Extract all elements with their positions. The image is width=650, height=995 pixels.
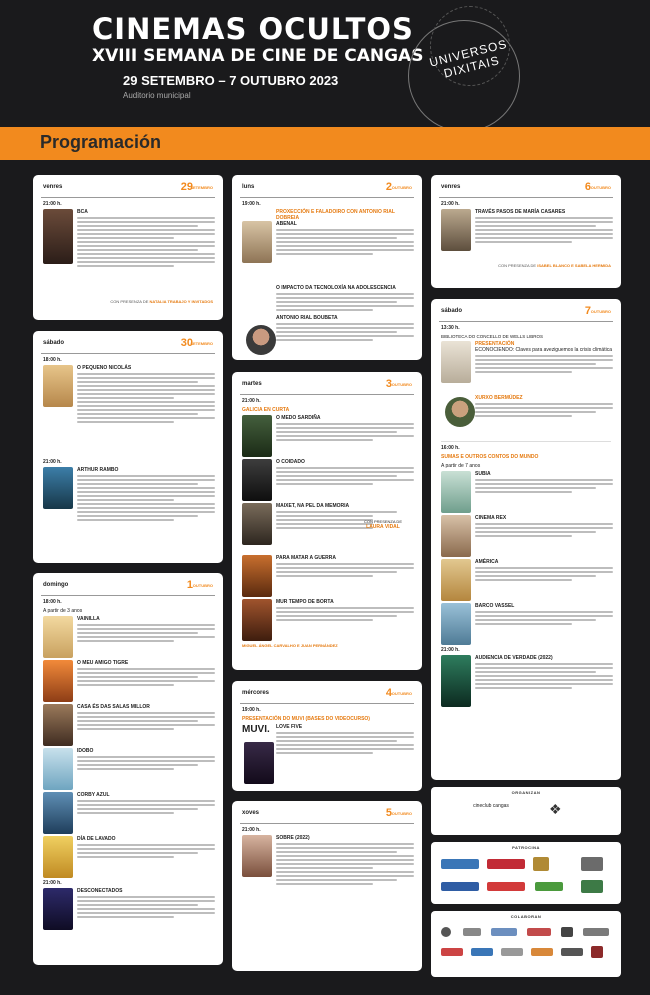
day-month: OUTUBRO [391,382,412,387]
universos-dixitais-badge: UNIVERSOS DIXITAIS [427,36,509,81]
film-title: AMÉRICA [475,559,499,565]
collab-logo-5 [561,927,573,937]
session-time: 21:00 h. [43,201,62,207]
day-card-martes-3 [232,372,422,670]
film-poster [242,221,272,263]
concello-logo [533,857,549,871]
film-title: O PEQUENO NICOLÁS [77,365,132,371]
film-title: ABENAL [276,221,297,227]
film-entry [41,616,215,656]
collab-logo-7 [441,948,463,956]
festival-venue: Auditorio municipal [123,91,191,100]
film-poster [242,599,272,641]
film-entry [41,704,215,744]
section-title: Programación [40,132,162,152]
session-time: 16:00 h. [441,445,460,451]
film-poster [242,503,272,545]
film-title: BARCO VASSEL [475,603,515,609]
film-title: O COIDADO [276,459,305,465]
session-section: PROXECCIÓN E FALADOIRO CON ANTONIO RIAL DOBREIA [276,209,395,221]
day-header [41,181,215,198]
age-note: A partir de 7 anos [441,463,481,469]
film-title: O MEU AMIGO TIGRE [77,660,129,666]
film-poster [441,209,471,251]
day-card-mercores-4 [232,681,422,791]
film-entry [240,599,414,639]
session-time: 21:00 h. [441,201,460,207]
day-header [439,181,613,198]
nordisgas-logo [535,882,563,891]
film-entry [240,459,414,499]
film-entry [41,748,215,788]
xunta-galicia-logo [441,859,479,869]
programacion-band [0,127,650,160]
day-number: 1 [186,579,193,591]
session-section: SUMAS E OUTROS CONTOS DO MUNDO [441,454,539,460]
session-section: PRESENTACIÓN [475,341,515,347]
film-title: DÍA DE LAVADO [77,836,116,842]
film-entry [41,467,215,547]
sponsor-note: CON PRESENZA DE ISABEL BLANCO E SABELA HERMIDA [498,263,611,268]
collab-logo-3 [491,928,517,936]
author-photo [445,397,475,427]
day-header [240,687,414,704]
session-time: 21:00 h. [242,398,261,404]
partner-logo-green [581,880,603,893]
talk-title: O IMPACTO DA TECNOLOXÍA NA ADOLESCENCIA [276,285,396,291]
film-entry [439,655,613,715]
day-month: OUTUBRO [192,583,213,588]
organizers-caption: ORGANIZAN [511,790,541,795]
sponsor-note: CON PRESENZA DE LAURA VIDAL [363,519,402,530]
day-number: 30 [180,337,193,349]
day-month: OUTUBRO [590,309,611,314]
film-poster [244,742,274,784]
auditorio-logo-icon: ❖ [549,801,562,817]
film-title: TRAVÉS PASOS DE MARÍA CASARES [475,209,566,215]
film-title: IDOBO [77,748,94,754]
day-name: venres [441,184,461,190]
kalandraka-logo [441,882,479,891]
film-poster [242,415,272,457]
film-poster [441,559,471,601]
session-time: 18:00 h. [43,599,62,605]
day-header [240,181,414,198]
film-poster [242,555,272,597]
film-title: ARTHUR RAMBO [77,467,119,473]
day-card-sabado-7 [431,299,621,780]
day-month: SETEMBRO [190,185,213,190]
film-entry [240,415,414,455]
day-number: 4 [385,687,392,699]
film-title: SUBIA [475,471,491,477]
film-poster [43,209,73,264]
film-title: PARA MATAR A GUERRA [276,555,336,561]
session-time: 19:00 h. [242,707,261,713]
film-poster [43,616,73,658]
partner-logo-red [487,882,525,891]
film-entry [41,888,215,928]
film-poster [43,792,73,834]
film-entry [41,209,215,295]
cineclub-cangas-logo: cineclub cangas [473,803,509,809]
film-entry [240,209,414,281]
day-header [240,378,414,395]
muvi-logo: MUVI. [242,724,270,735]
collab-logo-8 [471,948,493,956]
film-entry [240,503,414,551]
sponsors-box [431,842,621,904]
film-title: SOBRE (2022) [276,835,310,841]
author-name: XURXO BERMÚDEZ [475,395,523,401]
day-card-domingo-1 [33,573,223,965]
day-card-sabado-30 [33,331,223,563]
talk-entry [240,285,414,360]
collaborators-box [431,911,621,977]
day-number: 29 [180,181,193,193]
film-poster [43,888,73,930]
session-section: PRESENTACIÓN DO MUVI (BASES DO VIDEOCURSO) [242,716,370,722]
film-poster [43,365,73,407]
film-title: MAIXET, NA PEL DA MEMORIA [276,503,350,509]
film-entry [240,835,414,895]
film-entry [240,555,414,595]
speaker-name: ANTONIO RIAL BOUBETA [276,315,338,321]
day-number: 7 [584,305,591,317]
film-entry [41,660,215,700]
film-title: BCA [77,209,88,215]
day-month: OUTUBRO [391,811,412,816]
film-title: AUDIENCIA DE VERDADE (2022) [475,655,553,661]
film-poster [441,471,471,513]
film-entry [439,209,613,259]
sponsor-note: CON PRESENZA DE NATALIA TRABAJO Y INVITADOS [110,299,213,304]
day-number: 5 [385,807,392,819]
collab-logo-6 [583,928,609,936]
day-name: domingo [43,582,69,588]
festival-subtitle: XVIII SEMANA DE CINE DE CANGAS [92,46,424,66]
day-card-venres-6 [431,175,621,288]
film-poster [441,655,471,707]
film-entry [41,836,215,876]
film-entry [41,792,215,832]
day-month: OUTUBRO [391,691,412,696]
speaker-photo [246,325,276,355]
sponsors-caption: PATROCINA [512,845,540,850]
day-name: venres [43,184,63,190]
film-entry [439,603,613,643]
sponsor-note: MIGUEL ÁNGEL CARVALHO E JUAN PERNÁNDEZ [242,643,338,648]
film-entry [240,724,414,780]
film-entry [439,471,613,511]
day-month: SETEMBRO [190,341,213,346]
day-name: luns [242,184,255,190]
collab-logo-1 [441,927,451,937]
collab-logo-12 [591,946,603,958]
collab-logo-9 [501,948,523,956]
age-note: A partir de 3 anos [43,608,83,614]
film-poster [242,835,272,877]
day-header [439,305,613,322]
film-title: CORBY AZUL [77,792,110,798]
film-title: CASA ÉS DAS SALAS MILLOR [77,704,150,710]
film-title: LOVE FIVE [276,724,303,730]
session-section: GALICIA EN CURTA [242,407,290,413]
organizers-box [431,787,621,835]
festival-title: CINEMAS OCULTOS [92,12,414,46]
deputacion-logo [487,859,525,869]
day-name: sábado [441,308,463,314]
collaborators-caption: COLABORAN [510,914,542,919]
session-time: 21:00 h. [43,880,62,886]
day-name: xoves [242,810,260,816]
collab-logo-2 [463,928,481,936]
film-title: CINEMA REX [475,515,507,521]
day-name: martes [242,381,262,387]
film-title: O MEDO SARDIÑA [276,415,321,421]
day-number: 6 [584,181,591,193]
film-title: DESCONECTADOS [77,888,123,894]
day-header [41,579,215,596]
museum-logo [581,857,603,871]
film-title: MUR TEMPO DE BORTA [276,599,334,605]
day-header [240,807,414,824]
film-poster [441,603,471,645]
book-cover [441,341,471,383]
film-entry [439,559,613,599]
session-time: 21:00 h. [242,827,261,833]
session-time: 18:00 h. [43,357,62,363]
day-card-xoves-5 [232,801,422,971]
day-card-venres-29 [33,175,223,320]
session-time: 21:00 h. [43,459,62,465]
day-name: sábado [43,340,65,346]
session-time: 13:30 h. [441,325,460,331]
day-month: OUTUBRO [391,185,412,190]
collab-logo-4 [527,928,551,936]
film-poster [43,467,73,509]
film-poster [441,515,471,557]
festival-dates: 29 SETEMBRO – 7 OUTUBRO 2023 [123,73,339,88]
day-card-luns-2 [232,175,422,360]
author-entry [439,395,613,437]
presentation-entry [439,341,613,391]
day-number: 2 [385,181,392,193]
film-poster [43,748,73,790]
film-entry [439,515,613,555]
day-number: 3 [385,378,392,390]
film-poster [43,836,73,878]
session-time: 19:00 h. [242,201,261,207]
day-name: mércores [242,690,270,696]
film-title: VAINILLA [77,616,100,622]
session-place: BIBLIOTECA DO CONCELLO DE WELLS LIBROS [441,334,544,339]
collab-logo-11 [561,948,583,956]
header [0,0,650,126]
film-poster [43,704,73,746]
book-title: ECONOCIENDO: Claves para aveziguemos la crisis climática [475,347,612,353]
session-time: 21:00 h. [441,647,460,653]
film-poster [242,459,272,501]
day-header [41,337,215,354]
film-entry [41,365,215,455]
collab-logo-10 [531,948,553,956]
film-poster [43,660,73,702]
day-month: OUTUBRO [590,185,611,190]
